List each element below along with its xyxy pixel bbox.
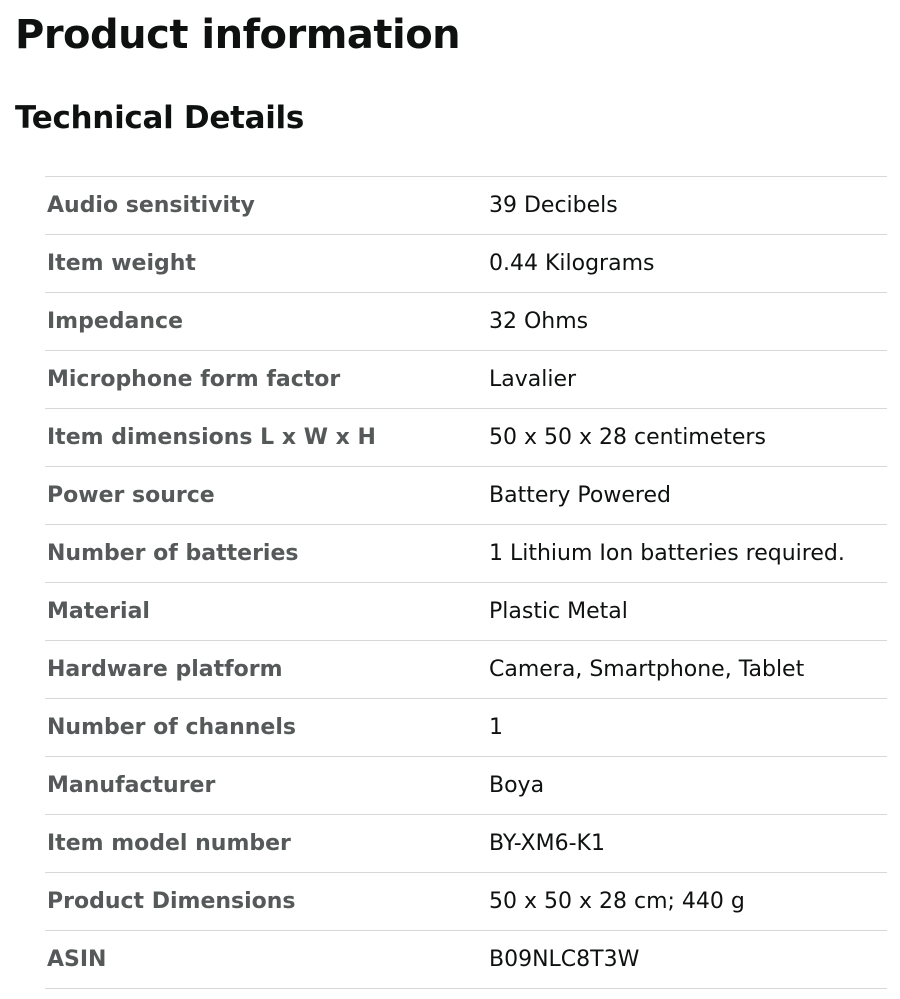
page-title: Product information <box>15 12 461 58</box>
table-row <box>45 293 887 351</box>
row-value: 50 x 50 x 28 centimeters <box>489 424 766 450</box>
row-value: 1 Lithium Ion batteries required. <box>489 540 845 566</box>
table-row <box>45 931 887 989</box>
row-label: Microphone form factor <box>47 366 341 392</box>
row-value: 0.44 Kilograms <box>489 250 655 276</box>
row-value: 1 <box>489 714 503 740</box>
table-row <box>45 177 887 235</box>
table-row <box>45 525 887 583</box>
row-value: Boya <box>489 772 545 798</box>
table-row <box>45 757 887 815</box>
row-label: Number of batteries <box>47 540 299 566</box>
technical-details-table <box>45 176 887 989</box>
row-label: Number of channels <box>47 714 296 740</box>
row-label: Item weight <box>47 250 196 276</box>
row-label: Item model number <box>47 830 291 856</box>
section-title: Technical Details <box>15 100 305 136</box>
table-row <box>45 873 887 931</box>
table-row <box>45 641 887 699</box>
row-value: B09NLC8T3W <box>489 946 640 972</box>
row-value: Battery Powered <box>489 482 671 508</box>
row-value: Camera, Smartphone, Tablet <box>489 656 805 682</box>
row-label: ASIN <box>47 946 107 972</box>
row-label: Manufacturer <box>47 772 216 798</box>
row-label: Item dimensions L x W x H <box>47 424 376 450</box>
table-row <box>45 467 887 525</box>
row-value: Lavalier <box>489 366 577 392</box>
table-row <box>45 351 887 409</box>
table-row <box>45 815 887 873</box>
table-row <box>45 699 887 757</box>
table-row <box>45 409 887 467</box>
row-value: BY-XM6-K1 <box>489 830 605 856</box>
row-value: 39 Decibels <box>489 192 618 218</box>
row-label: Material <box>47 598 150 624</box>
row-value: 50 x 50 x 28 cm; 440 g <box>489 888 745 914</box>
table-row <box>45 583 887 641</box>
row-label: Audio sensitivity <box>47 192 255 218</box>
row-label: Impedance <box>47 308 183 334</box>
row-label: Hardware platform <box>47 656 283 682</box>
row-value: 32 Ohms <box>489 308 589 334</box>
table-row <box>45 235 887 293</box>
row-label: Product Dimensions <box>47 888 296 914</box>
row-label: Power source <box>47 482 215 508</box>
row-value: Plastic Metal <box>489 598 628 624</box>
